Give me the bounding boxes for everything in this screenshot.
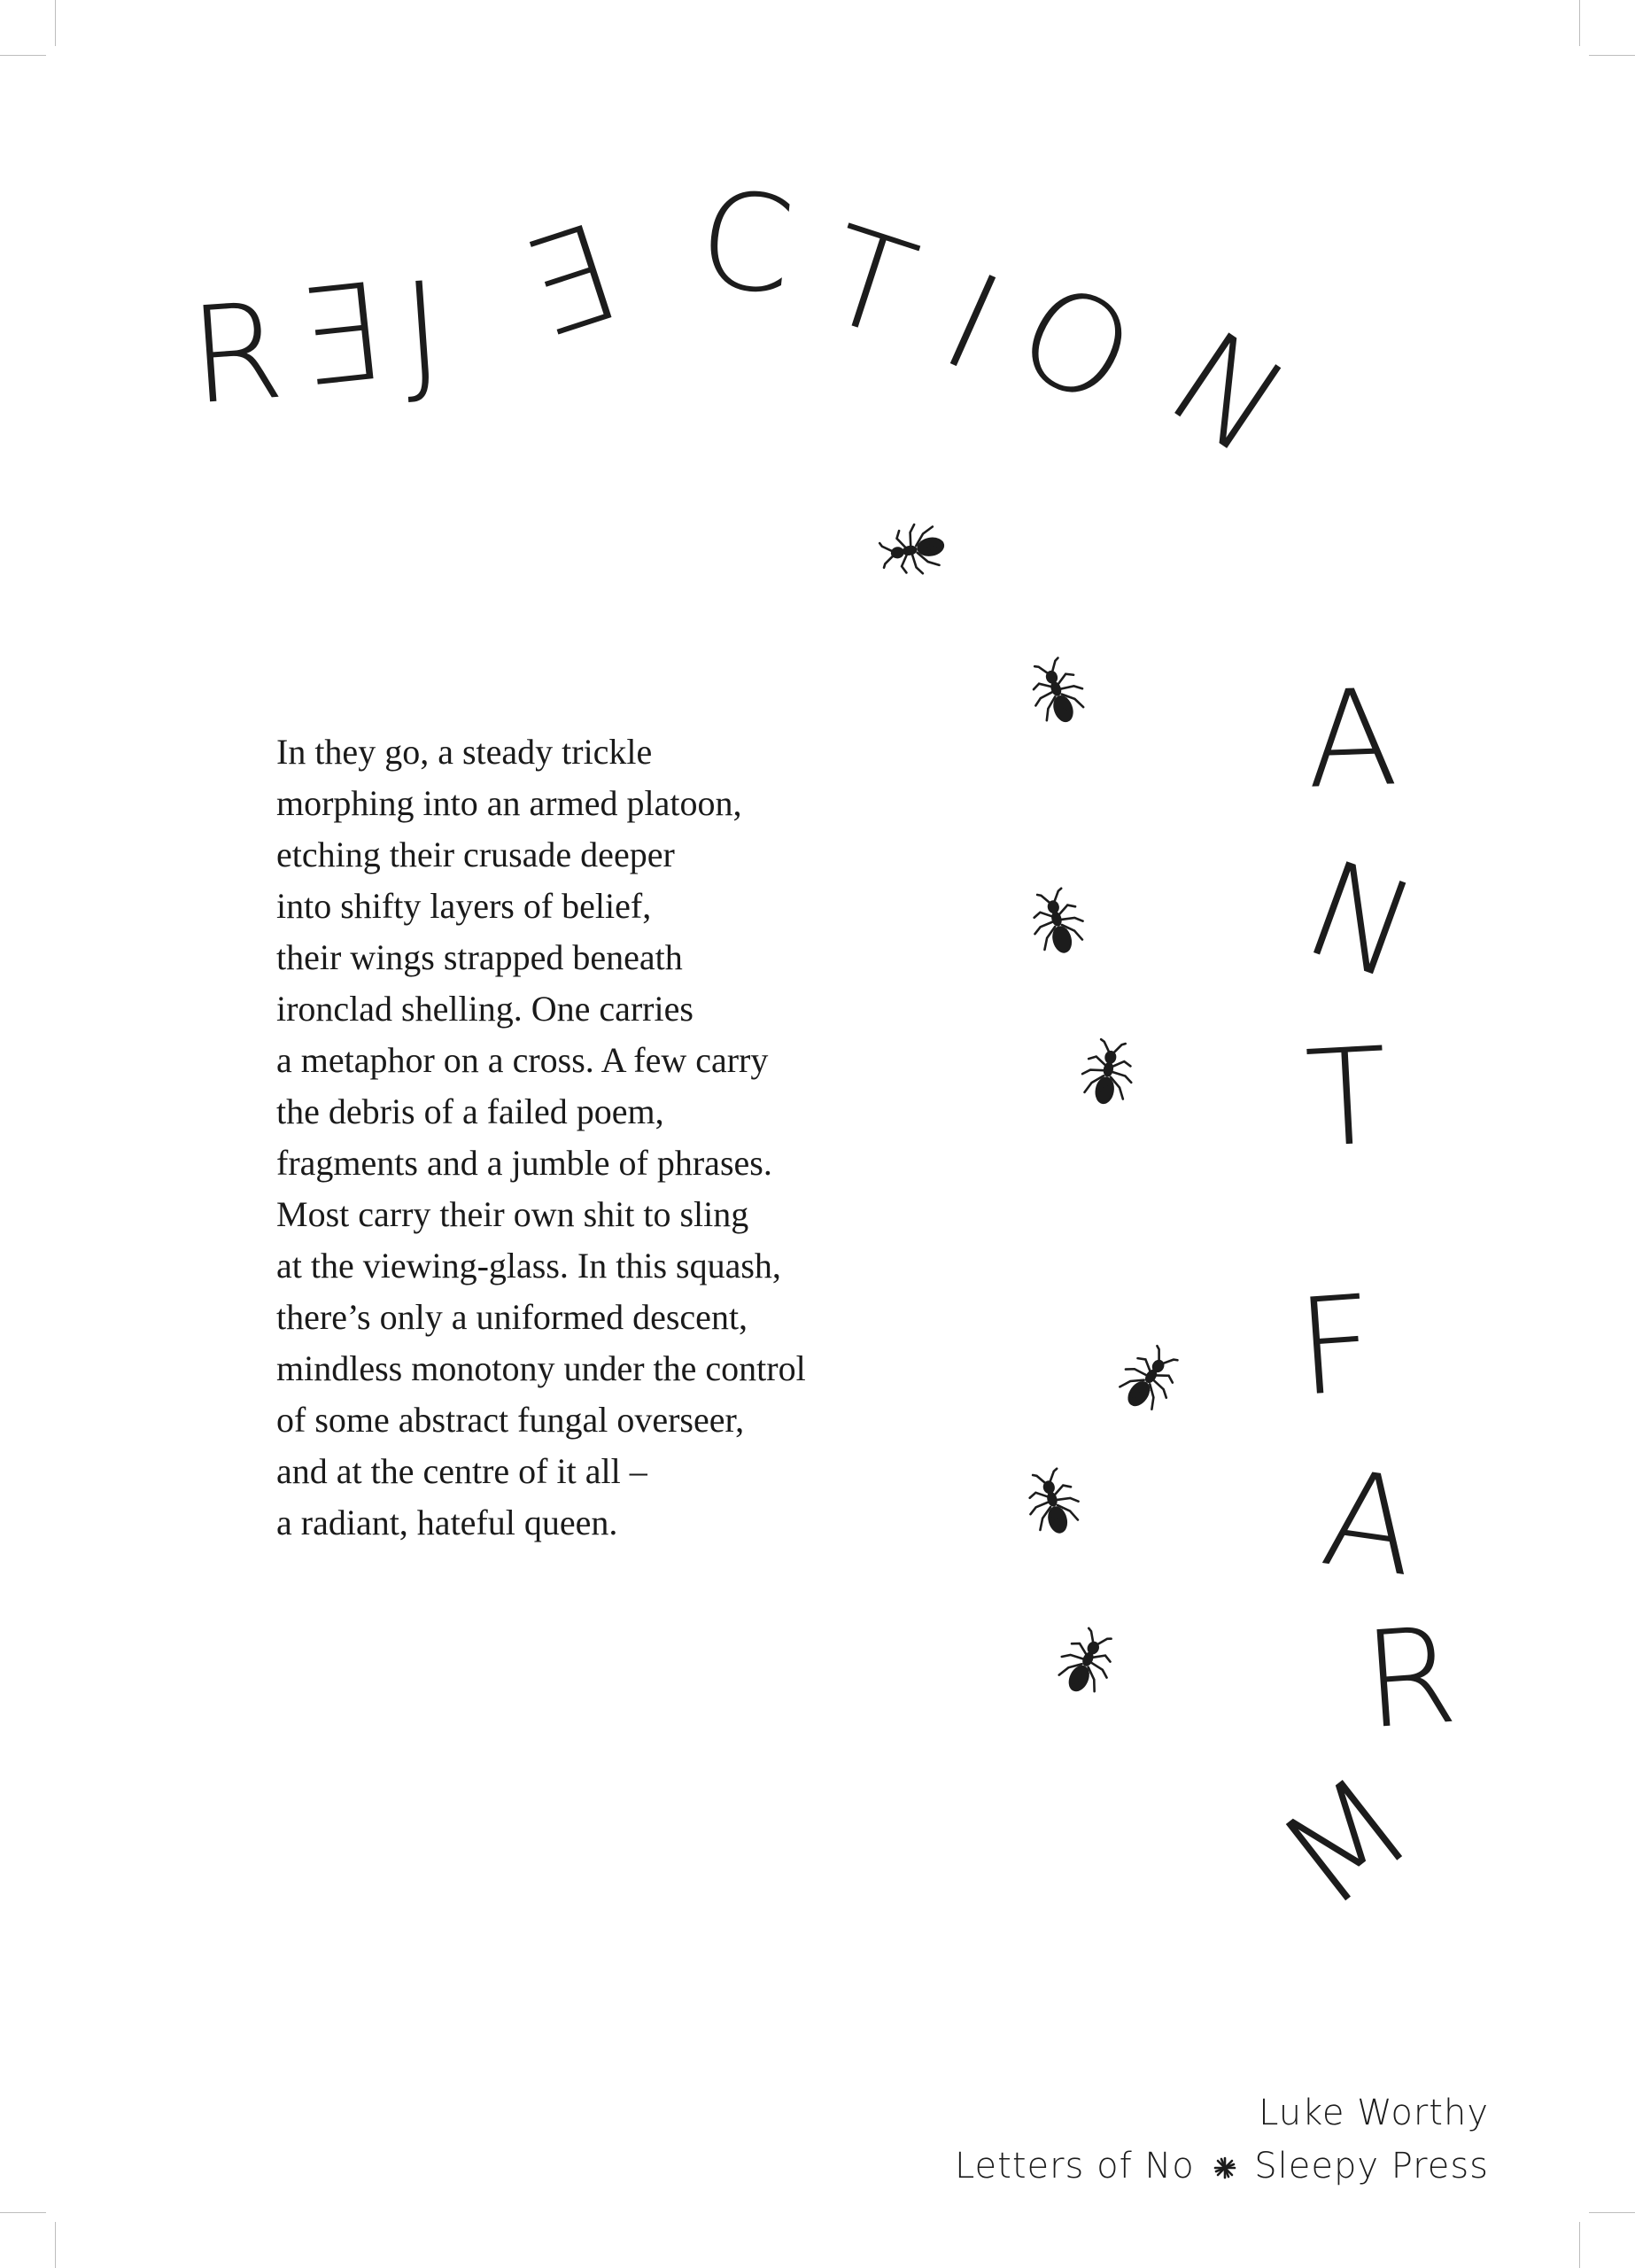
publisher-right: Sleepy Press [1254, 2146, 1489, 2186]
crop-mark-bottom-right-h [1589, 2212, 1635, 2213]
poem-line: mindless monotony under the control [276, 1348, 806, 1388]
title-letter-t: T [806, 198, 932, 369]
title-letter-i: I [922, 245, 1021, 402]
poem-line: and at the centre of it all – [276, 1451, 647, 1491]
poem-line: etching their crusade deeper [276, 835, 675, 874]
ant-icon [871, 503, 963, 595]
title-letter-n2: N [1287, 832, 1434, 1011]
ant-icon [1005, 1457, 1103, 1555]
ant-icon [1032, 1612, 1138, 1719]
poem-line: the debris of a failed poem, [276, 1091, 664, 1131]
crop-mark-top-left-h [0, 55, 46, 56]
poem-line: their wings strapped beneath [276, 937, 683, 977]
title-letter-e1: Ǝ [289, 255, 389, 418]
ant-icon [1010, 877, 1107, 975]
poem-line: of some abstract fungal overseer, [276, 1400, 745, 1440]
crop-mark-bottom-right-v [1579, 2222, 1580, 2268]
poem-line: a metaphor on a cross. A few carry [276, 1040, 769, 1080]
poem-line: fragments and a jumble of phrases. [276, 1143, 772, 1183]
title-letter-t2: T [1302, 1019, 1392, 1178]
credits [955, 2086, 1489, 2193]
title-letter-n: N [1143, 302, 1313, 486]
title-letter-r: R [185, 274, 289, 435]
title-letter-r2: R [1359, 1598, 1462, 1759]
crop-mark-top-right-h [1589, 55, 1635, 56]
poem-line: In they go, a steady trickle [276, 732, 653, 772]
poem-line: morphing into an armed platoon, [276, 783, 742, 823]
crop-mark-top-right-v [1579, 0, 1580, 46]
poem-body [276, 726, 949, 1549]
ant-icon [1007, 644, 1109, 746]
crop-mark-bottom-left-v [55, 2222, 56, 2268]
title-letter-e2: Ǝ [505, 197, 633, 370]
publisher-line [955, 2140, 1489, 2193]
title-letter-a2: A [1313, 1441, 1426, 1607]
crop-mark-bottom-left-h [0, 2212, 46, 2213]
title-letter-a1: A [1303, 661, 1400, 819]
poem-line: there’s only a uniformed descent, [276, 1297, 748, 1337]
title-letter-f: F [1292, 1267, 1380, 1426]
title-letter-c: C [692, 162, 801, 325]
title-letter-j: J [397, 253, 448, 411]
title-letter-o: O [993, 252, 1158, 439]
poem-line: ironclad shelling. One carries [276, 989, 694, 1029]
star-asterisk-icon [1213, 2140, 1237, 2193]
poem-line: into shifty layers of belief, [276, 886, 652, 926]
ant-icon [1091, 1326, 1202, 1437]
title-letter-m: M [1253, 1746, 1439, 1939]
ant-icon [1061, 1030, 1153, 1122]
publisher-left: Letters of No [954, 2146, 1195, 2186]
poem-line: at the viewing-glass. In this squash, [276, 1246, 781, 1285]
poem-line: a radiant, hateful queen. [276, 1503, 618, 1542]
poem-line: Most carry their own shit to sling [276, 1194, 749, 1234]
crop-mark-top-left-v [55, 0, 56, 46]
author-name: Luke Worthy [1259, 2093, 1489, 2133]
